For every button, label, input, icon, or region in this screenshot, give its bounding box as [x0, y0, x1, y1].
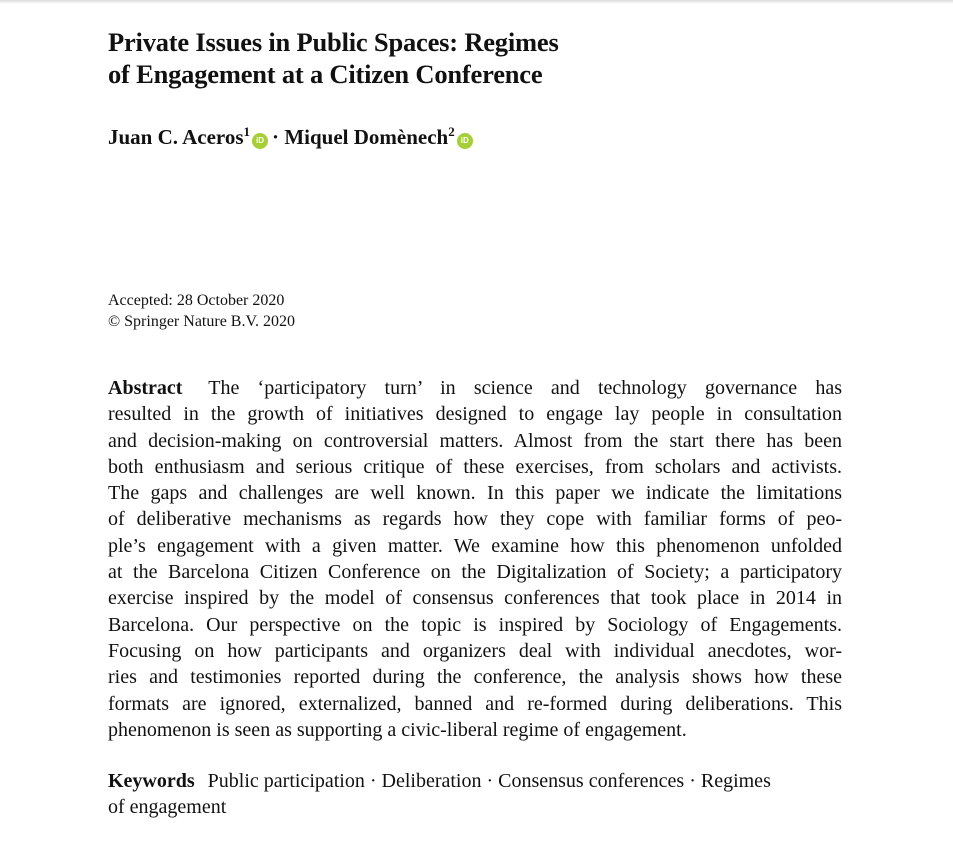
abstract-line: at the Barcelona Citizen Conference on the Digitalization of Society; a participatory — [108, 561, 842, 584]
abstract-line: ries and testimonies reported during the conference, the analysis shows how these — [108, 666, 842, 689]
paper-title — [108, 26, 708, 90]
abstract-label: Abstract — [108, 377, 183, 399]
abstract-line: ple’s engagement with a given matter. We examine how this phenomenon unfolded — [108, 534, 842, 557]
abstract-line: exercise inspired by the model of consensus conferences that took place in 2014 in — [108, 587, 842, 610]
abstract-line: phenomenon is seen as supporting a civic-liberal regime of engagement. — [108, 718, 687, 741]
abstract-line: The gaps and challenges are well known. In this paper we indicate the limitations — [108, 482, 842, 505]
keywords — [108, 768, 842, 821]
keywords-line: of engagement — [108, 796, 227, 819]
viewer-top-edge — [0, 0, 953, 4]
abstract-line: resulted in the growth of initiatives designed to engage lay people in consultation — [108, 403, 842, 426]
author-affiliation-2: 2 — [448, 124, 455, 139]
abstract-line: Barcelona. Our perspective on the topic is inspired by Sociology of Engagements. — [108, 613, 842, 636]
keywords-text: Public participation · Deliberation · Consensus conferences · Regimes — [207, 770, 771, 792]
author-affiliation-1: 1 — [243, 124, 251, 139]
orcid-icon[interactable]: iD — [252, 133, 268, 149]
author-list — [108, 123, 477, 154]
publication-meta — [108, 290, 295, 332]
author-name-1: Juan C. Aceros — [108, 125, 244, 149]
abstract-line: of deliberative mechanisms as regards how they cope with familiar forms of peo- — [108, 508, 842, 531]
keywords-label: Keywords — [108, 770, 195, 792]
abstract-line: both enthusiasm and serious critique of these exercises, from scholars and activists. — [108, 455, 842, 478]
keywords-line — [108, 768, 842, 794]
abstract-line: Focusing on how participants and organizers deal with individual anecdotes, wor- — [108, 639, 842, 662]
orcid-icon[interactable]: iD — [457, 133, 473, 149]
author-separator: · — [272, 125, 280, 149]
abstract — [108, 375, 842, 743]
abstract-line — [108, 375, 842, 401]
abstract-line: formats are ignored, externalized, banned and re-formed during deliberations. This — [108, 692, 842, 715]
title-line-2: of Engagement at a Citizen Conference — [108, 59, 543, 89]
title-line-1: Private Issues in Public Spaces: Regimes — [108, 27, 559, 57]
abstract-line: and decision-making on controversial matters. Almost from the start there has been — [108, 429, 842, 452]
abstract-line-text: The ‘participatory turn’ in science and technology governance has — [208, 377, 842, 399]
accepted-date: Accepted: 28 October 2020 — [108, 292, 285, 309]
copyright-notice: © Springer Nature B.V. 2020 — [108, 313, 295, 330]
author-name-2: Miquel Domènech — [284, 125, 449, 149]
